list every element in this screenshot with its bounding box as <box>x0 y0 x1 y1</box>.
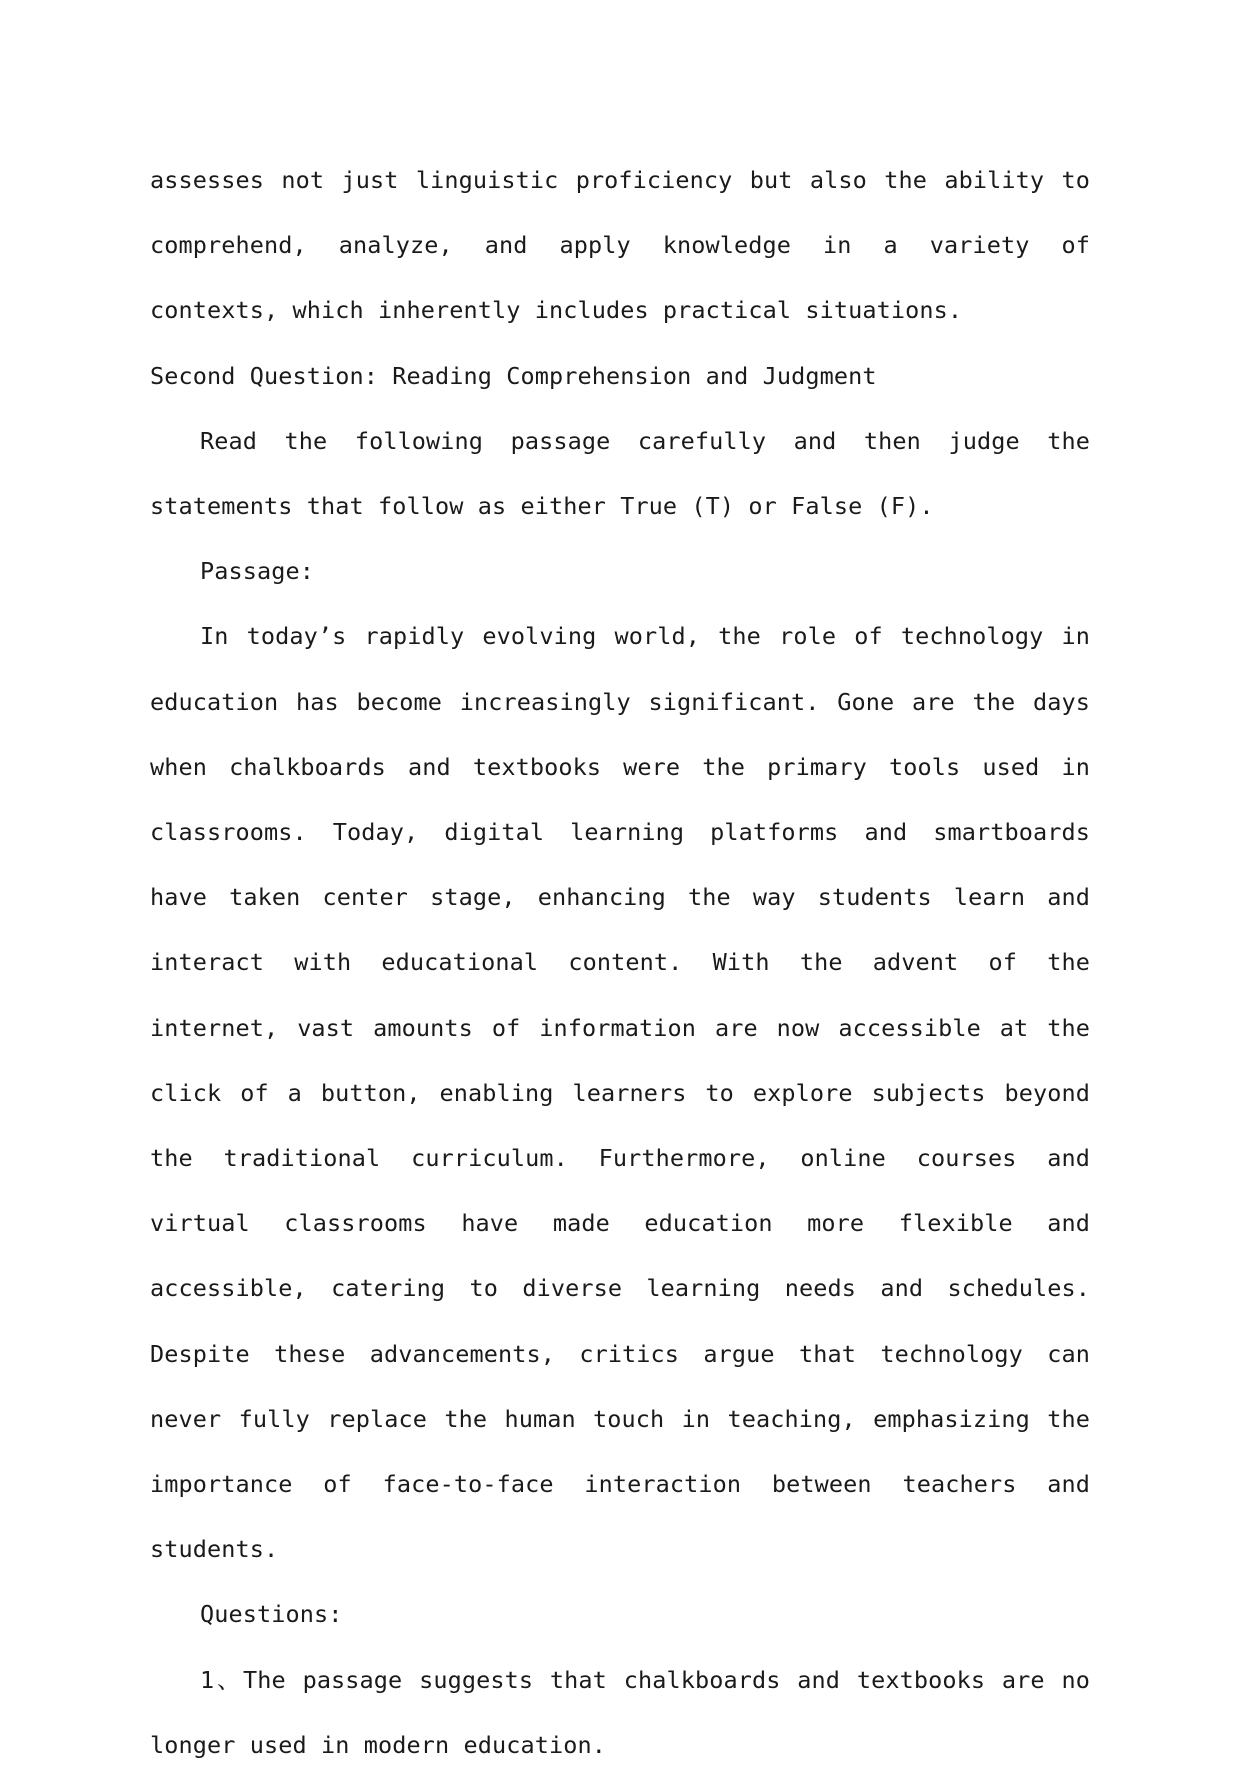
passage-text: In today’s rapidly evolving world, the role of technology in education has become increasingly significant. Gone are the days when chalkboards and textbooks were the primary tools used in classrooms. Today, digital learning platforms and smartboards have taken center stage, enhancing the way students learn and interact with educational content. With the advent of the internet, vast amounts of information are now accessible at the click of a button, enabling learners to explore subjects beyond the traditional curriculum. Furthermore, online courses and virtual classrooms have made education more flexible and accessible, catering to diverse learning needs and schedules. Despite these advancements, critics argue that technology can never fully replace the human touch in teaching, emphasizing the importance of face-to-face interaction between teachers and students. <box>150 622 1090 1564</box>
page-content <box>150 148 1090 1778</box>
continued-paragraph: assesses not just linguistic proficiency but also the ability to comprehend, analyze, and apply knowledge in a variety of contexts, which inherently includes practical situations. <box>150 166 1090 325</box>
instructions-paragraph: Read the following passage carefully and then judge the statements that follow as either True (T) or False (F). <box>150 426 1090 521</box>
passage-label: Passage: <box>200 557 314 586</box>
section-heading: Second Question: Reading Comprehension and Judgment <box>150 361 877 390</box>
questions-label: Questions: <box>200 1600 343 1629</box>
question-item: 1、The passage suggests that chalkboards and textbooks are no longer used in modern education. <box>150 1665 1090 1759</box>
